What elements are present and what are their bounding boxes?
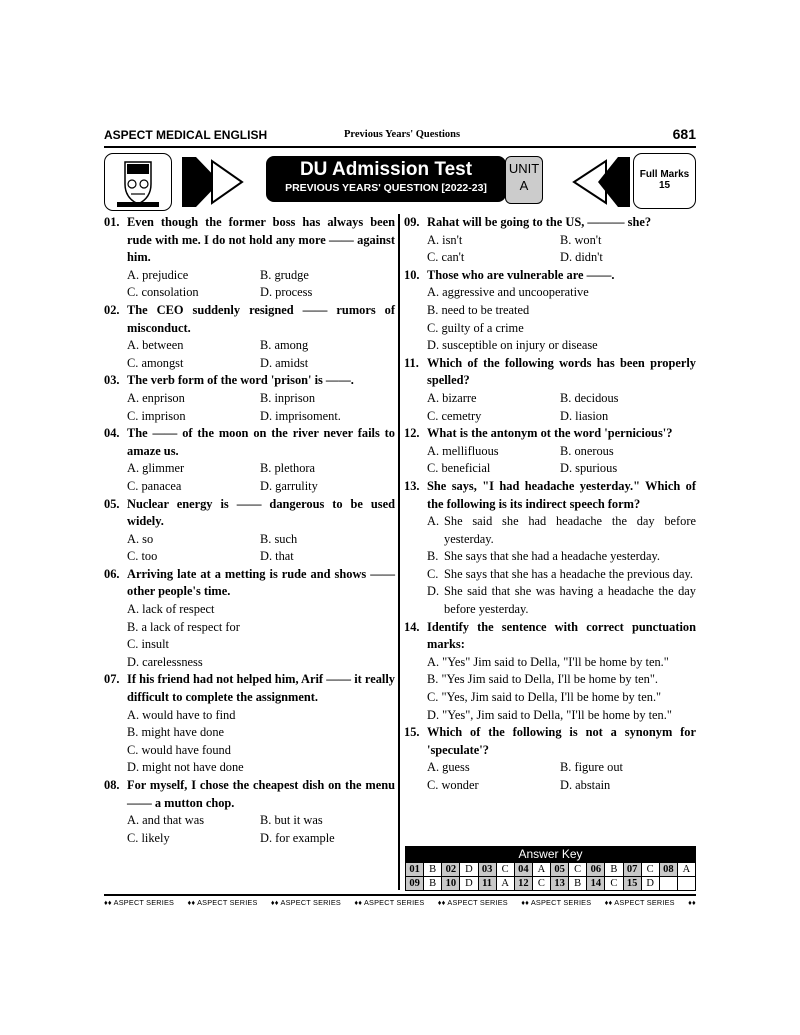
footer-series-text: ♦♦ ASPECT SERIES [270,898,342,907]
option-letter: D. [427,584,440,599]
answer-key-letter: B [424,877,442,891]
answer-key-number: 14 [587,877,605,891]
answer-key-number: 03 [478,863,496,877]
question-stem: Those who are vulnerable are ——. [427,267,615,282]
answer-key [405,846,696,891]
question-stem: The verb form of the word 'prison' is ——. [127,373,354,388]
answer-option: A. and that was [127,813,205,828]
option-row [427,249,696,267]
answer-key-letter: A [496,877,514,891]
answer-option: A. enprison [127,390,185,405]
question-number: 02. [104,302,120,317]
full-marks-value: 15 [658,180,671,191]
university-crest-icon [105,154,171,210]
option-text: She said that she was having a headache the day before yesterday. [444,584,696,617]
answer-key-letter: D [641,877,659,891]
answer-option: C. insult [127,637,169,652]
option-letter: A. [427,514,440,529]
option-row [127,355,395,373]
question-item [404,619,696,725]
answer-option: A. between [127,338,184,353]
question-options [404,284,696,354]
question-stem: Rahat will be going to the US, ——— she? [427,215,652,229]
option-row [127,460,395,478]
answer-option: A. bizarre [427,390,477,405]
answer-option: B. figure out [560,760,623,775]
answer-option: D. imprisoment. [260,408,341,423]
answer-option: C. cemetry [427,408,482,423]
answer-option: D. amidst [260,355,309,370]
banner-subtitle: PREVIOUS YEARS' QUESTION [2022-23] [285,182,487,194]
question-item [404,214,696,267]
column-divider [398,214,400,890]
answer-key-letter: A [677,863,695,877]
answer-option: D. "Yes", Jim said to Della, "I'll be home by ten." [427,707,672,722]
question-number: 15. [404,725,420,740]
answer-key-letter: C [569,863,587,877]
answer-key-letter: B [605,863,623,877]
answer-key-letter: C [496,863,514,877]
answer-key-number [659,877,677,891]
question-number: 03. [104,373,120,388]
question-number: 10. [404,267,420,282]
answer-option: D. liasion [560,408,609,423]
answer-option: B. plethora [260,461,316,476]
answer-option: D. might not have done [127,760,244,775]
answer-option: B. inprison [260,390,316,405]
answer-key-letter: B [569,877,587,891]
answer-option: B. grudge [260,267,309,282]
answer-option: B. might have done [127,725,225,740]
footer-series-text: ♦♦ ASPECT SERIES [187,898,258,907]
option-text: She says that she had a headache yesterday. [444,549,660,564]
footer-end-diamonds: ♦♦ [688,898,696,907]
question-options [104,812,395,847]
answer-option: C. "Yes, Jim said to Della, I'll be home by ten." [427,690,662,705]
question-options [104,390,395,425]
option-row [127,548,395,566]
question-item [104,671,395,777]
question-number: 13. [404,478,420,493]
footer-series-text: ♦♦ ASPECT SERIES [354,898,425,907]
question-stem: The CEO suddenly resigned —— rumors of misconduct. [127,302,395,335]
answer-key-number: 07 [623,863,641,877]
question-stem: For myself, I chose the cheapest dish on the menu —— a mutton chop. [127,778,395,810]
answer-key-number: 01 [406,863,424,877]
answer-option: D. abstain [560,778,611,792]
unit-value: A [519,178,529,193]
option-row [127,284,395,302]
answer-option: C. wonder [427,778,479,792]
question-stem: What is the antonym ot the word 'pernicious'? [427,426,673,441]
answer-key-letter: D [460,863,478,877]
header-divider [104,146,696,148]
answer-option: A. would have to find [127,707,236,722]
footer-series-text: ♦♦ ASPECT SERIES [604,898,675,907]
option-row [427,232,696,250]
answer-option: A. aggressive and uncooperative [427,285,589,300]
answer-key-number: 13 [551,877,569,891]
answer-option: B. a lack of respect for [127,619,240,634]
option-row [427,408,696,426]
logo-frame [104,153,172,211]
question-stem: Arriving late at a metting is rude and shows —— other people's time. [127,566,395,599]
question-number: 01. [104,215,120,229]
answer-key-number: 08 [659,863,677,877]
left-question-column [104,214,395,847]
question-options [104,267,395,302]
answer-option: A. "Yes" Jim said to Della, "I'll be home by ten." [427,654,669,669]
answer-option: D. didn't [560,250,603,265]
question-item [404,355,696,425]
question-options [104,531,395,566]
question-stem: She says, "I had headache yesterday." Which of the following is its indirect speech form? [427,478,696,511]
question-options [404,232,696,267]
answer-key-number: 15 [623,877,641,891]
answer-option: C. would have found [127,742,231,757]
answer-option [427,566,696,584]
question-item [104,214,395,302]
left-arrow-decoration [562,153,632,211]
question-number: 07. [104,672,120,687]
answer-key-letter: C [641,863,659,877]
answer-option: A. mellifluous [427,443,499,458]
answer-option: D. spurious [560,461,618,476]
answer-option: B. won't [560,232,602,247]
option-text: She said she had headache the day before yesterday. [444,514,696,546]
answer-option: B. "Yes Jim said to Della, I'll be home by ten". [427,672,659,687]
answer-option [427,548,696,566]
answer-key-letter [677,877,695,891]
book-title: ASPECT MEDICAL ENGLISH [104,128,268,142]
question-stem: Which of the following words has been properly spelled? [427,355,696,388]
answer-option: C. too [127,549,158,564]
option-row [127,830,395,848]
option-row [127,390,395,408]
option-row [427,759,696,777]
test-banner [104,153,696,211]
answer-key-number: 05 [551,863,569,877]
question-options [404,443,696,478]
question-stem: The —— of the moon on the river never fails to amaze us. [127,426,395,458]
answer-option: C. beneficial [427,461,491,476]
answer-option: A. guess [427,760,470,775]
question-options [104,337,395,372]
answer-key-number: 10 [442,877,460,891]
question-options [404,759,696,794]
question-item [404,267,696,355]
unit-label: UNIT [508,161,540,176]
question-number: 05. [104,496,120,511]
question-options [404,654,696,724]
right-arrow-decoration [174,153,230,211]
question-number: 08. [104,778,120,792]
answer-key-table [405,862,696,891]
answer-option: C. consolation [127,285,199,300]
answer-key-letter: C [605,877,623,891]
answer-option: C. imprison [127,408,186,423]
question-options [404,390,696,425]
answer-option: A. prejudice [127,267,189,282]
answer-option: A. isn't [427,232,463,247]
answer-key-number: 12 [514,877,532,891]
question-item [104,496,395,566]
footer-series-text: ♦♦ ASPECT SERIES [104,898,175,907]
answer-option: D. for example [260,830,335,845]
question-stem: Nuclear energy is —— dangerous to be used widely. [127,496,395,529]
option-letter: C. [427,566,439,581]
answer-option: D. that [260,549,294,564]
section-title: Previous Years' Questions [344,129,461,140]
option-row [427,460,696,478]
question-number: 06. [104,566,120,581]
option-row [427,777,696,795]
answer-option: B. such [260,531,298,546]
question-number: 14. [404,619,420,634]
question-options [104,460,395,495]
question-item [404,478,696,619]
answer-key-number: 02 [442,863,460,877]
footer-series-text: ♦♦ ASPECT SERIES [437,898,508,907]
right-question-column [404,214,696,795]
page-number: 681 [672,126,696,142]
answer-key-number: 09 [406,877,424,891]
question-stem: Which of the following is not a synonym for 'speculate'? [427,725,696,757]
option-row [127,337,395,355]
option-text: She says that she has a headache the previous day. [444,566,693,581]
option-row [127,267,395,285]
answer-option: C. amongst [127,355,184,370]
answer-option: B. but it was [260,813,323,828]
answer-option: D. carelessness [127,654,203,669]
answer-key-row [406,863,696,877]
answer-option: D. garrulity [260,478,318,493]
question-stem: If his friend had not helped him, Arif —— it really difficult to complete the assignment. [127,672,395,705]
answer-key-number: 06 [587,863,605,877]
question-item [104,566,395,672]
answer-option [427,513,696,548]
banner-title-box [266,156,506,202]
question-options [104,707,395,777]
answer-key-letter: D [460,877,478,891]
answer-option: A. so [127,531,154,546]
footer-series-text: ♦♦ ASPECT SERIES [521,898,592,907]
answer-option: D. susceptible on injury or disease [427,338,598,353]
answer-key-number: 04 [514,863,532,877]
question-item [104,777,395,847]
answer-key-title: Answer Key [405,846,696,862]
banner-title: DU Admission Test [299,159,473,180]
answer-option: A. glimmer [127,461,185,476]
question-item [404,724,696,794]
question-stem: Even though the former boss has always been rude with me. I do not hold any more —— against him. [127,215,395,265]
answer-option: B. among [260,338,309,353]
answer-option: C. guilty of a crime [427,320,524,335]
answer-option: C. can't [427,250,465,265]
answer-option: B. need to be treated [427,302,530,317]
answer-key-letter: C [532,877,550,891]
question-item [404,425,696,478]
question-item [104,302,395,372]
question-number: 12. [404,426,420,441]
unit-badge [505,156,543,204]
question-number: 11. [404,355,419,370]
option-row [127,812,395,830]
answer-option: C. likely [127,830,170,845]
answer-key-number: 11 [478,877,496,891]
option-letter: B. [427,549,439,564]
full-marks-label: Full Marks [639,169,690,180]
question-options [404,513,696,619]
answer-option: C. panacea [127,478,182,493]
footer-divider [104,894,696,896]
option-row [127,531,395,549]
page-footer [104,898,696,907]
question-number: 04. [104,426,120,441]
question-stem: Identify the sentence with correct punctuation marks: [427,619,696,652]
option-row [127,478,395,496]
option-row [427,390,696,408]
answer-option: D. process [260,285,313,300]
full-marks-box [633,153,696,209]
option-row [127,408,395,426]
question-item [104,425,395,495]
option-row [427,443,696,461]
answer-option: B. onerous [560,443,614,458]
page-header [104,128,696,144]
question-options [104,601,395,671]
question-number: 09. [404,215,420,229]
answer-key-row [406,877,696,891]
question-item [104,372,395,425]
answer-option: B. decidous [560,390,619,405]
answer-option: A. lack of respect [127,602,215,617]
answer-key-letter: B [424,863,442,877]
answer-option [427,583,696,618]
answer-key-letter: A [532,863,550,877]
